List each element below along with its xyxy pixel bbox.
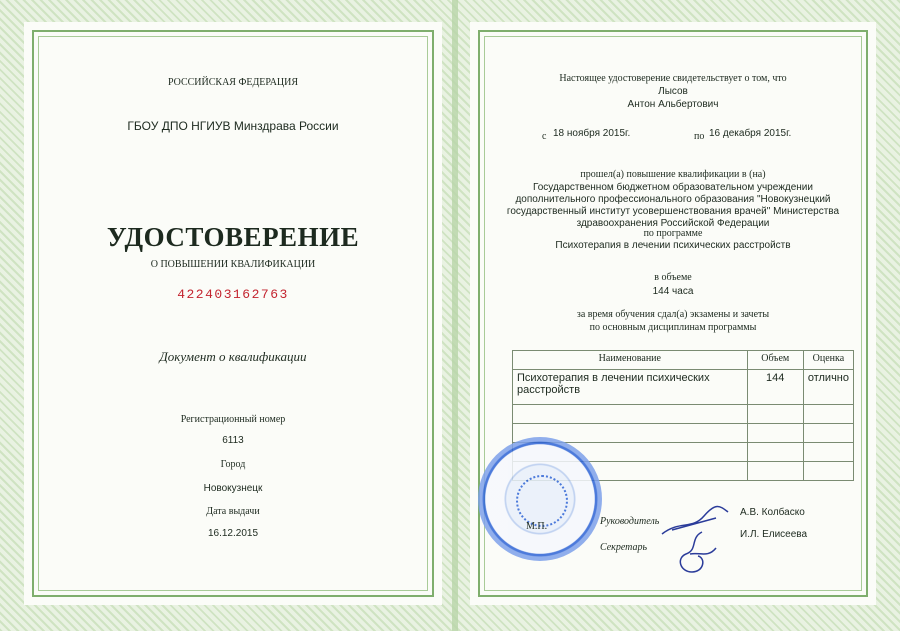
secretary-signature: [672, 528, 722, 580]
institution-line-1: Государственном бюджетном образовательном учреждении: [533, 182, 813, 193]
secretary-label: Секретарь: [600, 542, 648, 553]
table-row-empty: [513, 424, 854, 443]
program-label: по программе: [643, 228, 703, 239]
row-name: Психотерапия в лечении психических расстройств: [513, 370, 748, 405]
header-volume: Объем: [747, 351, 803, 370]
head-label: Руководитель: [600, 516, 660, 527]
to-prefix: по: [694, 131, 705, 142]
institution-line-3: государственный институт усовершенствования врачей" Министерства: [506, 206, 840, 217]
surname: Лысов: [658, 86, 688, 97]
passed-text: прошел(а) повышение квалификации в (на): [580, 169, 766, 180]
volume-value: 144 часа: [652, 286, 694, 297]
secretary-name: И.Л. Елисеева: [740, 529, 808, 540]
table-header-row: [513, 351, 854, 370]
seal-emblem: [516, 475, 568, 527]
organization-text: ГБОУ ДПО НГИУВ Минздрава России: [127, 119, 339, 133]
given-name: Антон Альбертович: [627, 99, 719, 110]
city-label: Город: [220, 459, 246, 470]
table-row-empty: [513, 405, 854, 424]
institution-line-2: дополнительного профессионального образования "Новокузнецкий: [515, 194, 831, 205]
left-page: [24, 22, 442, 605]
spine-fold: [452, 0, 458, 631]
exams-line-2: по основным дисциплинам программы: [589, 322, 757, 333]
official-seal: [478, 437, 602, 561]
header-name: Наименование: [513, 351, 748, 370]
row-volume: 144: [747, 370, 803, 405]
header-grade: Оценка: [803, 351, 853, 370]
date-to: 16 декабря 2015г.: [709, 128, 792, 139]
from-prefix: с: [542, 131, 547, 142]
row-grade: отлично: [803, 370, 853, 405]
serial-number: 422403162763: [177, 287, 289, 302]
date-from: 18 ноября 2015г.: [553, 128, 631, 139]
reg-label: Регистрационный номер: [180, 414, 286, 425]
doc-subtitle: О ПОВЫШЕНИИ КВАЛИФИКАЦИИ: [150, 259, 316, 270]
exams-line-1: за время обучения сдал(а) экзамены и зачеты: [576, 309, 770, 320]
date-label: Дата выдачи: [206, 506, 260, 517]
mp-mark: М.П.: [526, 521, 548, 532]
reg-number: 6113: [222, 435, 244, 446]
table-row: [513, 370, 854, 405]
intro-text: Настоящее удостоверение свидетельствует о том, что: [559, 73, 787, 84]
issue-date: 16.12.2015: [207, 528, 259, 539]
doc-title: УДОСТОВЕРЕНИЕ: [106, 222, 360, 252]
program-name: Психотерапия в лечении психических расстройств: [555, 240, 791, 251]
city-value: Новокузнецк: [203, 483, 263, 494]
country-text: РОССИЙСКАЯ ФЕДЕРАЦИЯ: [167, 77, 299, 88]
head-name: А.В. Колбаско: [740, 507, 805, 518]
doc-type: Документ о квалификации: [159, 349, 307, 364]
volume-label: в объеме: [654, 272, 692, 283]
institution-line-4: здравоохранения Российской Федерации: [576, 218, 770, 229]
